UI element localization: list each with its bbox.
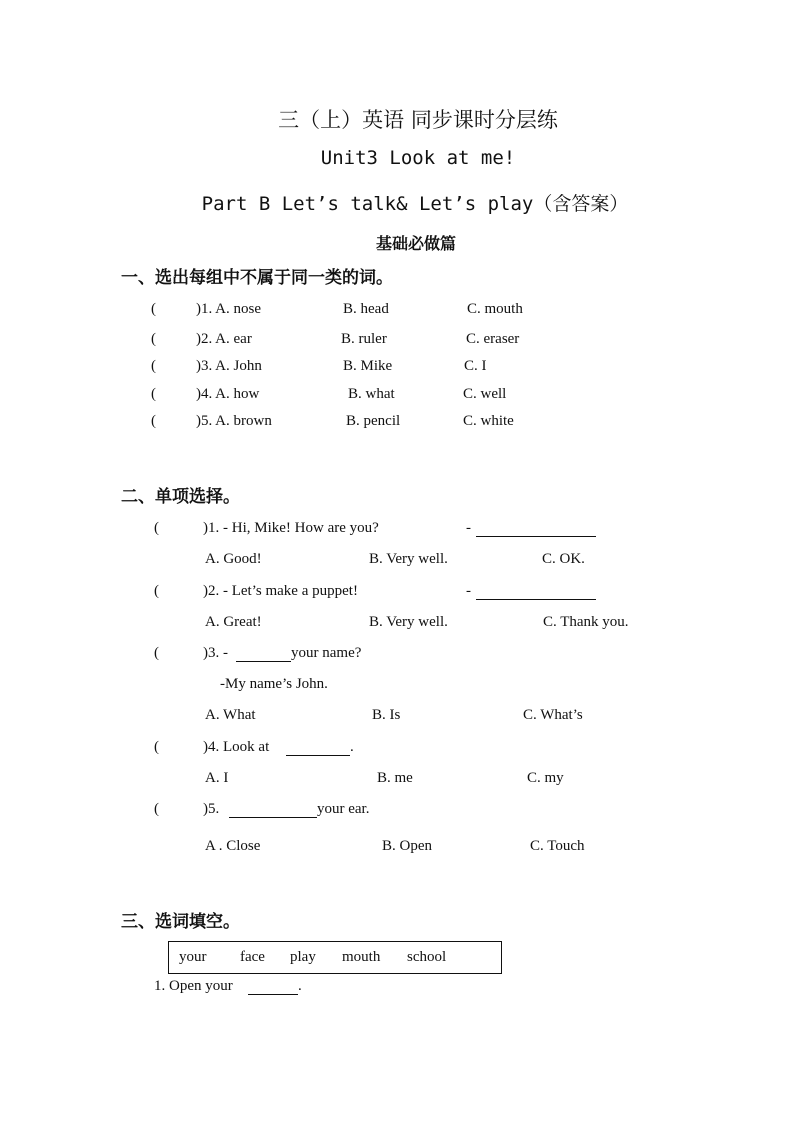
option-c: C. OK. <box>542 551 585 567</box>
unit-title: Unit3 Look at me! <box>320 147 516 169</box>
answer-paren: ( <box>154 645 159 661</box>
option-c: C. I <box>464 358 487 374</box>
word-bank-item: school <box>407 949 447 965</box>
option-c: C. mouth <box>467 301 523 317</box>
question-stem: )2. - Let’s make a puppet! <box>203 583 358 599</box>
word-bank-item: your <box>179 949 207 965</box>
word-bank-item: mouth <box>342 949 381 965</box>
option-b: B. ruler <box>341 331 387 347</box>
section2-heading: 二、单项选择。 <box>121 487 240 507</box>
answer-blank[interactable] <box>286 741 350 756</box>
option-b: B. Is <box>372 707 401 723</box>
question-stem-tail: your name? <box>291 645 362 661</box>
option-b: B. head <box>343 301 389 317</box>
question-stem: )3. - <box>203 645 228 661</box>
answer-blank[interactable] <box>476 585 596 600</box>
option-a: A. I <box>205 770 229 786</box>
question-stem: )5. <box>203 801 220 817</box>
word-bank-item: play <box>290 949 316 965</box>
option-b: B. Very well. <box>369 614 448 630</box>
answer-paren: ( <box>154 583 159 599</box>
option-a: A . Close <box>205 838 261 854</box>
question-stem: )4. Look at <box>203 739 270 755</box>
answer-paren: ( <box>151 301 156 317</box>
option-c: C. What’s <box>523 707 583 723</box>
word-bank-item: face <box>240 949 265 965</box>
option-a: A. Good! <box>205 551 262 567</box>
answer-paren: ( <box>151 413 156 429</box>
answer-paren: ( <box>154 739 159 755</box>
answer-blank[interactable] <box>229 803 317 818</box>
option-b: B. Very well. <box>369 551 448 567</box>
question-stem-tail: . <box>350 739 354 755</box>
option-c: C. well <box>463 386 507 402</box>
reply-dash: - <box>466 583 471 599</box>
option-a: )1. A. nose <box>196 301 261 317</box>
answer-paren: ( <box>151 331 156 347</box>
question-stem-tail: . <box>298 978 302 994</box>
option-c: C. white <box>463 413 514 429</box>
worksheet-title: 三（上）英语 同步课时分层练 <box>278 108 558 132</box>
option-a: A. Great! <box>205 614 262 630</box>
option-a: )5. A. brown <box>196 413 272 429</box>
question-stem: )1. - Hi, Mike! How are you? <box>203 520 379 536</box>
reply-dash: - <box>466 520 471 536</box>
option-a: )4. A. how <box>196 386 260 402</box>
question-reply: -My name’s John. <box>220 676 328 692</box>
option-b: B. what <box>348 386 395 402</box>
option-a: )2. A. ear <box>196 331 252 347</box>
question-stem: 1. Open your <box>154 978 233 994</box>
option-b: B. Mike <box>343 358 393 374</box>
answer-paren: ( <box>154 801 159 817</box>
option-c: C. Touch <box>530 838 585 854</box>
answer-paren: ( <box>151 386 156 402</box>
option-b: B. Open <box>382 838 432 854</box>
level-subtitle: 基础必做篇 <box>375 234 456 253</box>
answer-blank[interactable] <box>236 647 291 662</box>
section1-heading: 一、选出每组中不属于同一类的词。 <box>121 268 393 288</box>
word-bank <box>168 941 502 974</box>
option-a: A. What <box>205 707 256 723</box>
section3-heading: 三、选词填空。 <box>121 912 240 932</box>
option-a: )3. A. John <box>196 358 262 374</box>
question-stem-tail: your ear. <box>317 801 370 817</box>
answer-blank[interactable] <box>248 980 298 995</box>
option-c: C. Thank you. <box>543 614 629 630</box>
option-b: B. pencil <box>346 413 401 429</box>
part-title: Part B Let’s talk& Let’s play（含答案） <box>201 193 629 215</box>
option-c: C. my <box>527 770 564 786</box>
option-c: C. eraser <box>466 331 520 347</box>
answer-paren: ( <box>154 520 159 536</box>
option-b: B. me <box>377 770 413 786</box>
answer-blank[interactable] <box>476 522 596 537</box>
answer-paren: ( <box>151 358 156 374</box>
